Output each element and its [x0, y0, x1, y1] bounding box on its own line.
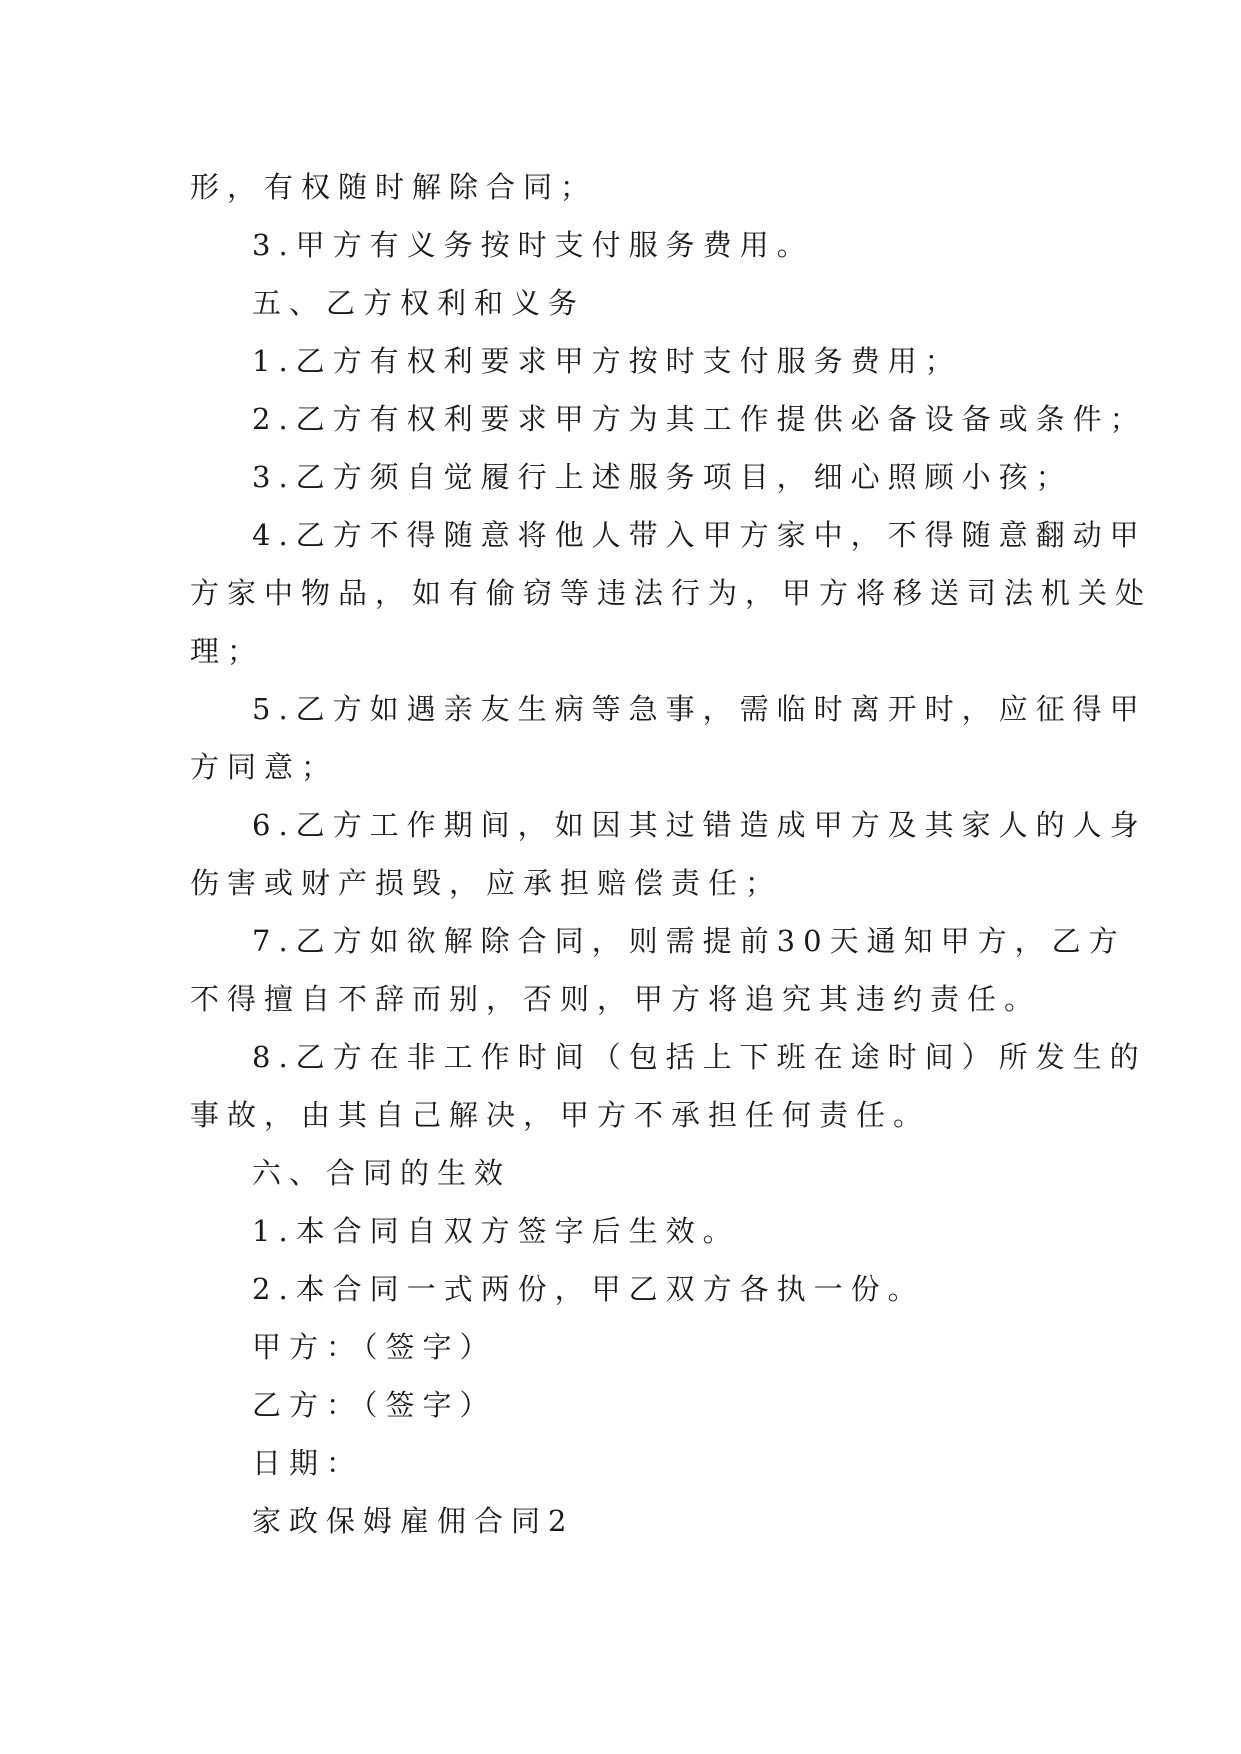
text-line: 7.乙方如欲解除合同，则需提前30天通知甲方，乙方	[252, 924, 1126, 958]
text-line: 事故，由其自己解决，甲方不承担任何责任。	[190, 1098, 931, 1132]
text-line: 3.乙方须自觉履行上述服务项目，细心照顾小孩；	[252, 460, 1073, 494]
text-line: 2.乙方有权利要求甲方为其工作提供必备设备或条件；	[252, 402, 1147, 436]
text-line: 不得擅自不辞而别，否则，甲方将追究其违约责任。	[190, 982, 1042, 1016]
text-line: 1.乙方有权利要求甲方按时支付服务费用；	[252, 344, 962, 378]
next-document-title: 家政保姆雇佣合同2	[252, 1504, 575, 1538]
text-line: 方家中物品，如有偷窃等违法行为，甲方将移送司法机关处	[190, 576, 1153, 610]
text-line: 4.乙方不得随意将他人带入甲方家中，不得随意翻动甲	[252, 518, 1147, 552]
text-line: 理；	[190, 634, 265, 668]
signature-line-party-b: 乙方：（签字）	[252, 1388, 497, 1422]
text-line: 6.乙方工作期间，如因其过错造成甲方及其家人的人身	[252, 808, 1147, 842]
text-line: 1.本合同自双方签字后生效。	[252, 1214, 740, 1248]
text-line: 2.本合同一式两份，甲乙双方各执一份。	[252, 1272, 925, 1306]
text-line: 伤害或财产损毁，应承担赔偿责任；	[190, 866, 783, 900]
text-line: 8.乙方在非工作时间（包括上下班在途时间）所发生的	[252, 1040, 1147, 1074]
text-line: 形，有权随时解除合同；	[190, 170, 598, 204]
text-line: 5.乙方如遇亲友生病等急事，需临时离开时，应征得甲	[252, 692, 1147, 726]
text-line: 方同意；	[190, 750, 339, 784]
document-body	[190, 158, 1153, 1550]
section-heading: 六、合同的生效	[252, 1156, 512, 1190]
date-line: 日期：	[252, 1446, 364, 1480]
section-heading: 五、乙方权利和义务	[252, 286, 586, 320]
text-line: 3.甲方有义务按时支付服务费用。	[252, 228, 814, 262]
signature-line-party-a: 甲方：（签字）	[252, 1330, 497, 1364]
